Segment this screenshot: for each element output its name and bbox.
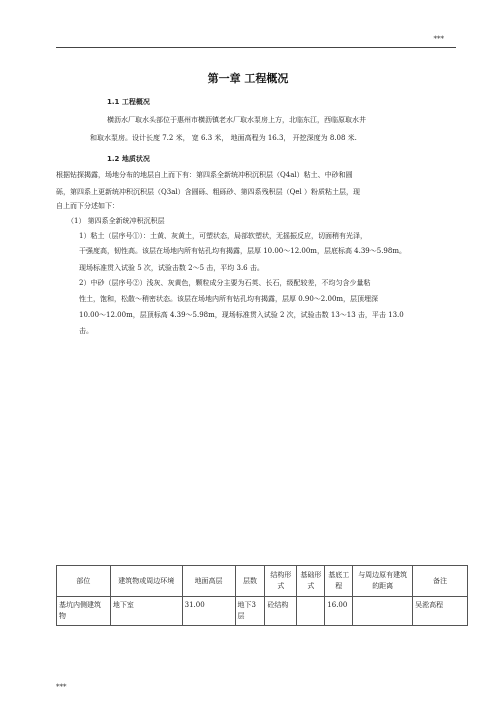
building-table xyxy=(56,565,468,626)
paragraph-line: 根据钻探揭露，场地分布的地层自上而下有：第四系全新统冲积沉积层（Q4al）粘土、中砂和圆 xyxy=(56,171,353,179)
paragraph-line: 10.00～12.00m，层顶标高 4.39～5.98m，现场标准贯入试验 2 次，试验击数 13～13 击，平击 13.0 xyxy=(79,311,404,319)
table-header-cell: 备注 xyxy=(413,566,468,597)
paragraph-line: 击。 xyxy=(79,327,93,335)
header-rule xyxy=(56,47,456,48)
table-header-cell: 建筑物或周边环境 xyxy=(110,566,182,597)
table-cell xyxy=(297,597,325,626)
table-row xyxy=(57,597,468,626)
paragraph-line: 砾，第四系上更新统冲积沉积层（Q3al）含圆砾、粗砾砂、第四系残积层（Qel ）粉质粘土层，现 xyxy=(56,188,360,196)
header-mark: *** xyxy=(433,35,444,43)
table-header-row xyxy=(57,566,468,597)
paragraph-line: 1）粘土（层序号①）：土黄、灰黄土，可塑状态，局部软塑状，无摇振反应，切面稍有光泽， xyxy=(79,232,367,240)
section-heading-1-1: 1.1 工程概况 xyxy=(107,98,150,106)
paragraph-line: 性土，饱和，松散～稍密状态。该层在场地内所有钻孔均有揭露，层厚 0.90～2.00m，层顶埋深 xyxy=(79,295,379,303)
table-cell: 吴淞高程 xyxy=(413,597,468,626)
table-cell xyxy=(353,597,413,626)
paragraph-line: 现场标准贯入试验 5 次，试验击数 2～5 击，平均 3.6 击。 xyxy=(79,264,264,272)
paragraph-line: 2）中砂（层序号②）浅灰、灰黄色，颗粒成分主要为石英、长石，级配较差，不均匀含少量粘 xyxy=(79,279,371,287)
paragraph-line: 干强度高，韧性高。该层在场地内所有钻孔均有揭露，层厚 10.00～12.00m，层底标高 4.39～5.98m。 xyxy=(79,247,406,255)
table-header-cell: 基底工程 xyxy=(325,566,353,597)
footer-mark: *** xyxy=(56,683,67,691)
paragraph-line: 和取水泵房。设计长度 7.2 米， 宽 6.3 米， 地面高程为 16.3， 开挖深度为 8.08 米. xyxy=(90,134,357,142)
section-heading-1-2: 1.2 地质状况 xyxy=(107,155,150,163)
chapter-title: 第一章 工程概况 xyxy=(207,72,289,85)
subsection-heading: （1） 第四系全新统冲积沉积层 xyxy=(67,217,165,225)
table-header-cell: 部位 xyxy=(57,566,111,597)
table-cell: 基坑内侧建筑物 xyxy=(57,597,111,626)
table-cell: 地下室 xyxy=(110,597,182,626)
paragraph-line: 横沥水厂取水头部位于惠州市横沥镇老水厂取水泵房上方，北临东江，西临原取水井 xyxy=(107,116,366,124)
table-header-cell: 结构形式 xyxy=(265,566,297,597)
table-header-cell: 层数 xyxy=(235,566,265,597)
paragraph-line: 自上而下分述如下： xyxy=(56,202,119,210)
table-cell: 16.00 xyxy=(325,597,353,626)
table-cell: 砼结构 xyxy=(265,597,297,626)
table-cell: 31.00 xyxy=(182,597,235,626)
table-header-cell: 基础形式 xyxy=(297,566,325,597)
table-header-cell: 地面高层 xyxy=(182,566,235,597)
table-header-cell: 与周边原有建筑的距离 xyxy=(353,566,413,597)
table-cell: 地下3层 xyxy=(235,597,265,626)
